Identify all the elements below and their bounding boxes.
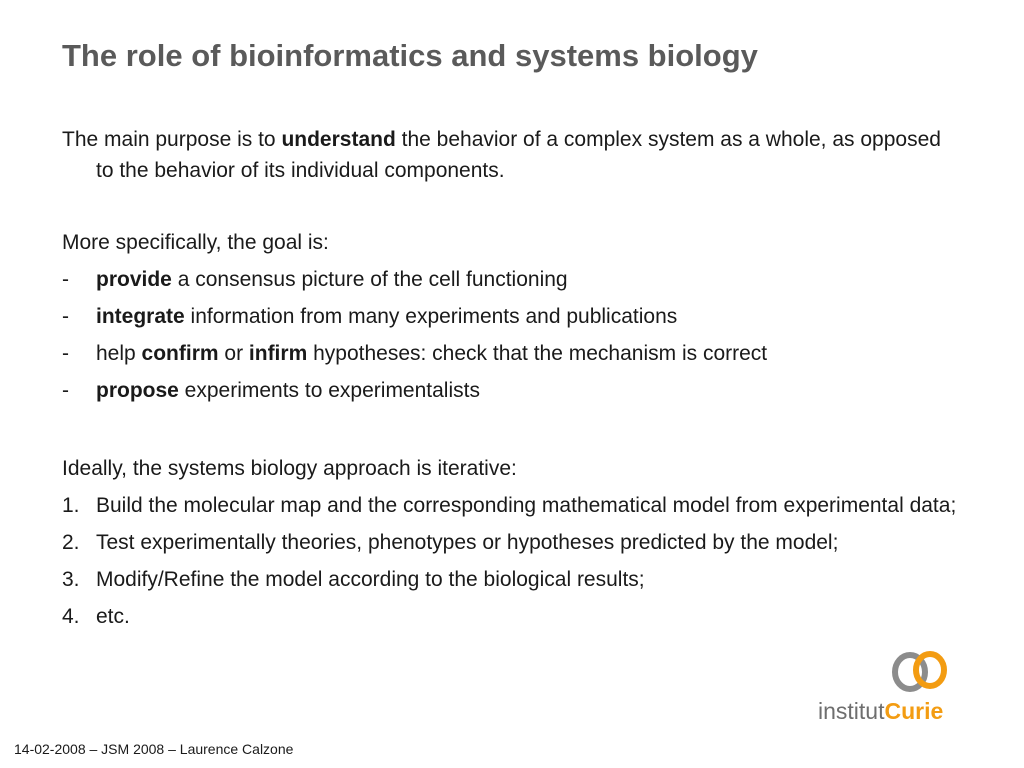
goal-item-text [96,375,962,406]
goals-intro: More specifically, the goal is: [62,231,329,254]
slide-body [62,124,962,638]
step-number: 4. [62,605,80,628]
bullet-dash: - [62,379,69,402]
goal-text: information from many experiments and publications [184,305,678,328]
step-number: 1. [62,494,80,517]
step-text: Test experimentally theories, phenotypes or hypotheses predicted by the model; [96,531,839,554]
goal-item-text [96,301,962,332]
bullet-dash: - [62,305,69,328]
spacer [62,186,962,227]
slide-title: The role of bioinformatics and systems biology [62,38,758,73]
goal-keyword: integrate [96,305,185,328]
goal-item-text [96,338,962,369]
goal-keyword-infirm: infirm [248,342,308,365]
iterative-intro: Ideally, the systems biology approach is iterative: [62,457,517,480]
iterative-step-3 [62,564,962,595]
bullet-dash: - [62,342,69,365]
slide-footer: 14-02-2008 – JSM 2008 – Laurence Calzone [14,741,294,757]
logo-word-curie: Curie [884,698,944,724]
iterative-step-2 [62,527,962,558]
goal-text-pre: help [96,342,142,365]
logo-wordmark [818,698,943,725]
logo-word-institut: institut [818,698,885,724]
goal-keyword: provide [96,268,172,291]
bullet-dash: - [62,268,69,291]
step-text: Build the molecular map and the corresponding mathematical model from experimental data; [96,494,957,517]
purpose-paragraph [62,124,962,186]
goal-text-post: hypotheses: check that the mechanism is correct [307,342,768,365]
step-number: 2. [62,531,80,554]
goal-keyword: propose [96,379,179,402]
spacer [62,412,962,453]
iterative-step-4 [62,601,962,632]
goal-item-integrate [62,301,962,332]
logo-rings-icon [890,650,954,694]
step-number: 3. [62,568,80,591]
step-text: etc. [96,605,130,628]
goal-keyword-confirm: confirm [141,342,219,365]
goal-item-provide [62,264,962,295]
iterative-step-1 [62,490,962,521]
goal-text: experiments to experimentalists [178,379,480,402]
purpose-keyword: understand [281,128,396,151]
goal-text-mid: or [218,342,249,365]
goal-item-text [96,264,962,295]
purpose-text-post: the behavior of a complex system as a whole, as opposed to the behavior of its individual components. [96,128,941,182]
goal-item-propose [62,375,962,406]
step-text: Modify/Refine the model according to the biological results; [96,568,645,591]
institut-curie-logo [818,650,968,730]
purpose-text-pre: The main purpose is to [62,128,282,151]
goal-item-confirm [62,338,962,369]
goal-text: a consensus picture of the cell functioning [171,268,568,291]
